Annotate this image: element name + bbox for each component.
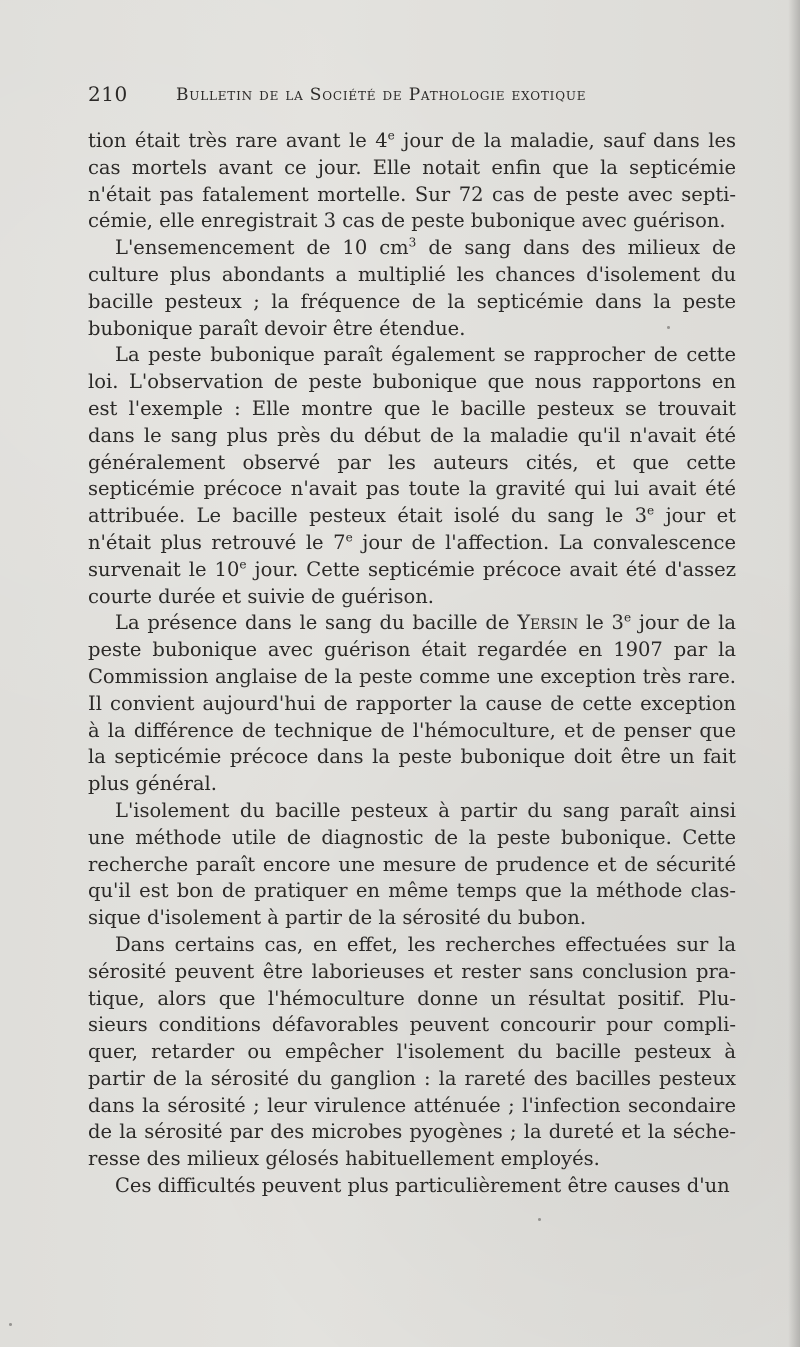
page-edge-shadow bbox=[788, 0, 800, 1347]
paper-speck bbox=[538, 1218, 541, 1221]
paragraph-2-continuation: de sang dans des milieux de culture plus abondants a multiplié les chances d'isolement du bacille pesteux ; la fréquence de la septicémie dans la peste bubonique paraît devoir être étendue. bbox=[88, 236, 736, 340]
superscript: e bbox=[345, 530, 353, 545]
paper-speck bbox=[9, 1323, 12, 1326]
paragraph-4-continuation: le 3 bbox=[578, 611, 624, 635]
author-name: Yersin bbox=[517, 611, 579, 635]
paragraph-7: Ces difficultés peuvent plus particulièrement être causes d'un bbox=[115, 1174, 730, 1198]
paragraph-4-text: La présence dans le sang du bacille de bbox=[115, 611, 518, 635]
superscript: e bbox=[239, 557, 247, 572]
superscript: 3 bbox=[408, 235, 417, 250]
paragraph-3-text: La peste bubonique paraît également se rapprocher de cette loi. L'observation de peste bubonique que nous rapportons en est l'exemple : Elle montre que le bacille pesteux se trouvait dans le sang plus près du début de la maladie qu'il n'avait été généralement observé par les auteurs cités, et que cette septicémie précoce n'avait pas toute la gravité qui lui avait été attribuée. Le bacille pesteux était isolé du sang le 3 bbox=[88, 343, 736, 528]
paragraph-3-continuation: jour. Cette septicémie précoce avait été d'assez courte durée et suivie de guérison. bbox=[88, 557, 736, 608]
paragraph-3-continuation: jour de l'affection. La convalescence survenait le 10 bbox=[88, 530, 736, 581]
page-number: 210 bbox=[88, 82, 128, 106]
paragraph-1 bbox=[88, 128, 736, 235]
paper-speck bbox=[667, 326, 670, 329]
superscript: e bbox=[623, 610, 632, 625]
body-text bbox=[88, 128, 736, 1200]
paragraph-2-text: L'ensemencement de 10 cm bbox=[115, 236, 409, 260]
superscript: e bbox=[647, 503, 655, 518]
paragraph-1-continuation: jour de la maladie, sauf dans les cas mortels avant ce jour. Elle notait enfin que la septicémie n'était pas fatalement mortelle. Sur 72 cas de peste avec septicémie, elle enregistrait 3 cas de peste bubonique avec guérison. bbox=[88, 129, 736, 233]
paragraph-2 bbox=[88, 235, 736, 342]
paragraph-4-continuation: jour de la peste bubonique avec guérison était regardée en 1907 par la Commission anglaise de la peste comme une exception très rare. Il convient aujourd'hui de rapporter la cause de cette exception à la différence de technique de l'hémoculture, et de penser que la septicémie précoce dans la peste bubonique doit être un fait plus général. bbox=[88, 611, 736, 796]
paragraph-1-text: tion était très rare avant le 4 bbox=[88, 129, 388, 152]
superscript: e bbox=[387, 128, 395, 143]
paragraph-3-continuation: jour et n'était plus retrouvé le 7 bbox=[88, 504, 736, 554]
running-head: Bulletin de la Société de Pathologie exotique bbox=[176, 85, 587, 105]
paragraph-5: L'isolement du bacille pesteux à partir du sang paraît ainsi une méthode utile de diagnostic de la peste bubonique. Cette recherche paraît encore une mesure de prudence et de sécurité qu'il est bon de pratiquer en même temps que la méthode classique d'isolement à partir de la sérosité du bubon. bbox=[88, 798, 736, 930]
paragraph-3 bbox=[88, 342, 736, 610]
paragraph-4 bbox=[88, 610, 736, 798]
paragraph-6: Dans certains cas, en effet, les recherches effectuées sur la sérosité peuvent être laborieuses et rester sans conclusion pratique, alors que l'hémoculture donne un résultat positif. Plusieurs conditions défavorables peuvent concourir pour compliquer, retarder ou empêcher l'isolement du bacille pesteux à partir de la sérosité du ganglion : la rareté des bacilles pesteux dans la sérosité ; leur virulence atténuée ; l'infection secondaire de la sérosité par des microbes pyogènes ; la dureté et la sécheresse des milieux gélosés habituellement employés. bbox=[88, 932, 736, 1171]
